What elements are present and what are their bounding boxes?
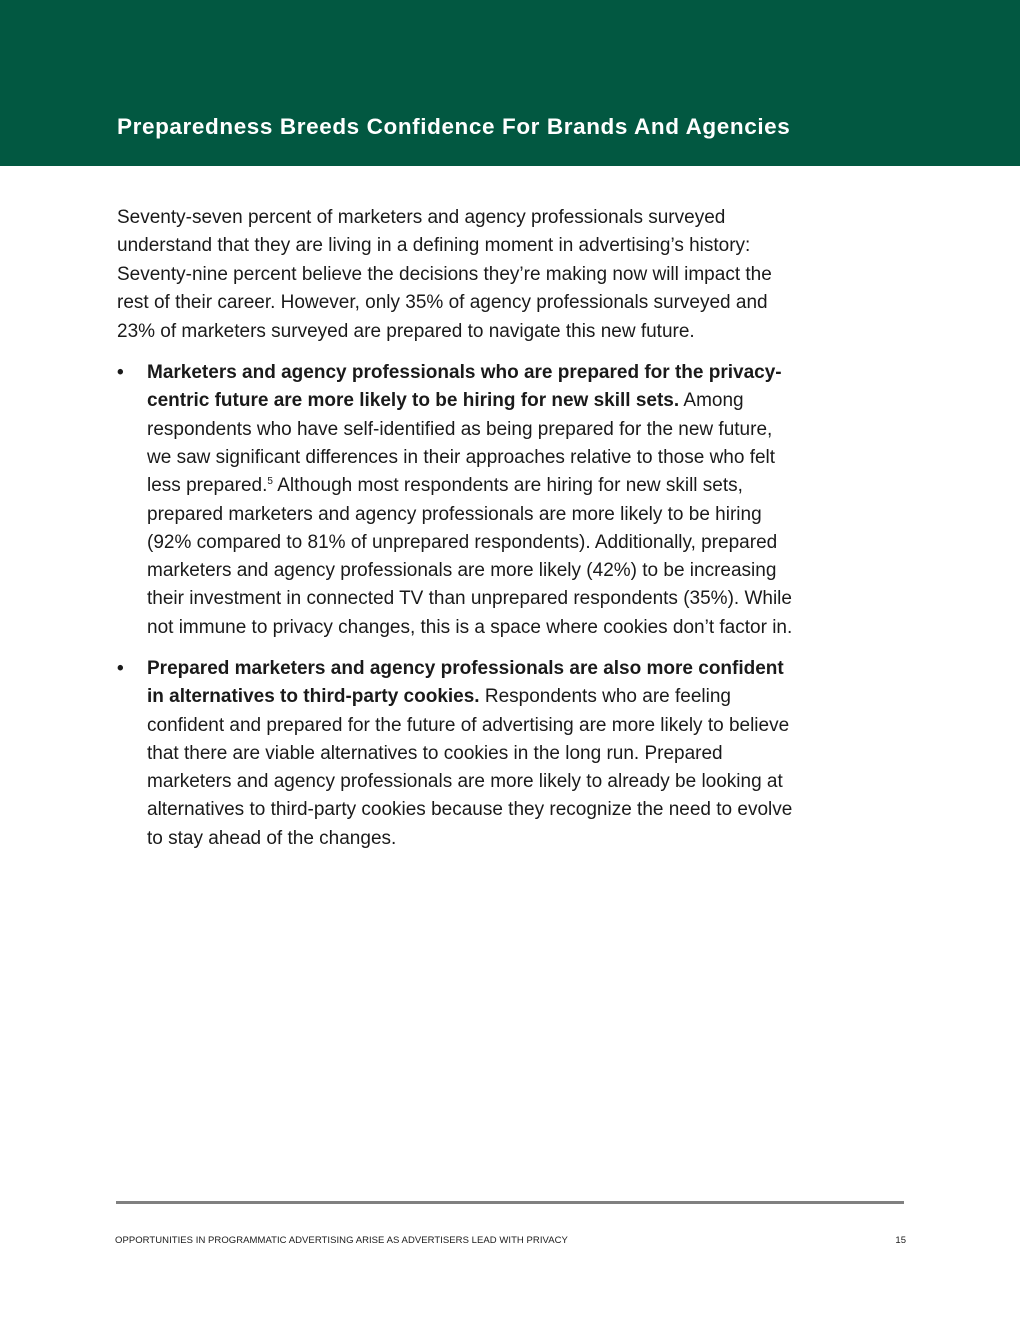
list-item [117, 655, 797, 853]
header-band [0, 0, 1020, 166]
bullet-marker: • [117, 658, 124, 679]
bullet-lead-text: Prepared marketers and agency professionals are also more confident in alternatives to third-party cookies. [147, 658, 784, 708]
bullet-body-text: Among respondents who have self-identified as being prepared for the new future, we saw significant differences in their approaches relative to those who felt less prepared. [147, 390, 776, 497]
footer-divider [116, 1201, 904, 1204]
main-content [117, 204, 797, 866]
bullet-list [117, 359, 797, 853]
footer-running-title: OPPORTUNITIES IN PROGRAMMATIC ADVERTISING ARISE AS ADVERTISERS LEAD WITH PRIVACY [115, 1235, 568, 1246]
bullet-marker: • [117, 362, 124, 384]
bullet-lead-text: Marketers and agency professionals who are prepared for the privacy-centric future are more likely to be hiring for new skill sets. [147, 362, 782, 412]
page-number: 15 [895, 1235, 906, 1246]
bullet-body-text: Although most respondents are hiring for new skill sets, prepared marketers and agency professionals are more likely to be hiring (92% compared to 81% of unprepared respondents). Additionally, prepared marketers and agency professionals are more likely (42%) to be increasing their investment in connected TV than unprepared respondents (35%). While not immune to privacy changes, this is a space where cookies don’t factor in. [147, 475, 793, 638]
bullet-body-text: Respondents who are feeling confident and prepared for the future of advertising are more likely to believe that there are viable alternatives to cookies in the long run. Prepared marketers and agency professionals are more likely to already be looking at alternatives to third-party cookies because they recognize the need to evolve to stay ahead of the changes. [147, 686, 793, 849]
footnote-reference: 5 [267, 476, 273, 488]
intro-paragraph: Seventy-seven percent of marketers and agency professionals surveyed understand that they are living in a defining moment in advertising’s history: Seventy-nine percent believe the decisions they’re making now will impact the rest of their career. However, only 35% of agency professionals surveyed and 23% of marketers surveyed are prepared to navigate this new future. [117, 207, 772, 342]
list-item [117, 359, 797, 642]
page-title: Preparedness Breeds Confidence For Brands And Agencies [117, 114, 791, 139]
